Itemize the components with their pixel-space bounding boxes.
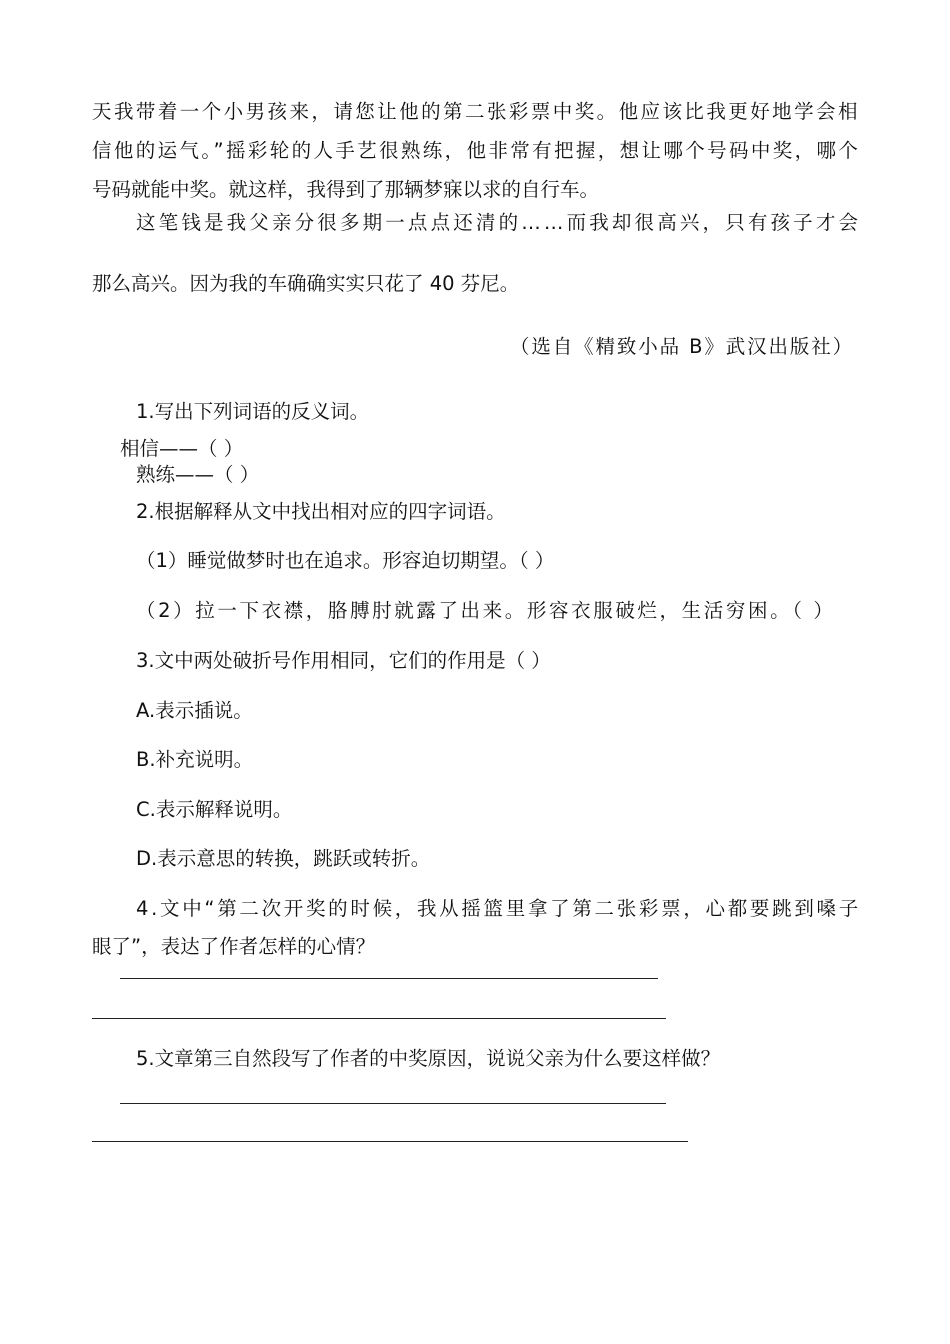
passage-line-5: 那么高兴。因为我的车确确实实只花了 40 芬尼。 — [92, 272, 520, 295]
question-4-answer-line-2[interactable] — [92, 1018, 666, 1019]
question-2-item-1: （1）睡觉做梦时也在追求。形容迫切期望。（ ） — [136, 549, 555, 572]
question-3-prompt: 3.文中两处破折号作用相同，它们的作用是（ ） — [136, 649, 551, 672]
question-5-prompt: 5.文章第三自然段写了作者的中奖原因，说说父亲为什么要这样做？ — [136, 1047, 721, 1070]
question-3-option-a: A.表示插说。 — [136, 699, 253, 722]
passage-line-4: 这笔钱是我父亲分很多期一点点还清的……而我却很高兴，只有孩子才会 — [136, 211, 862, 234]
passage-line-1: 天我带着一个小男孩来，请您让他的第二张彩票中奖。他应该比我更好地学会相 — [92, 100, 860, 123]
passage-line-2: 信他的运气。”摇彩轮的人手艺很熟练，他非常有把握，想让哪个号码中奖，哪个 — [92, 139, 861, 162]
question-4-answer-line-1[interactable] — [120, 978, 658, 979]
question-5-answer-line-2[interactable] — [92, 1141, 688, 1142]
source-citation: （选自《精致小品 B》武汉出版社） — [510, 335, 854, 358]
question-3-option-c: C.表示解释说明。 — [136, 798, 293, 821]
question-2-item-2: （2）拉一下衣襟，胳膊肘就露了出来。形容衣服破烂，生活穷困。（ ） — [136, 599, 836, 622]
question-1-item-2: 熟练——（ ） — [136, 463, 260, 486]
passage-line-3: 号码就能中奖。就这样，我得到了那辆梦寐以求的自行车。 — [92, 178, 600, 201]
question-4-line-1: 4.文中“第二次开奖的时候，我从摇篮里拿了第二张彩票，心都要跳到嗓子 — [136, 897, 861, 920]
question-1-item-1: 相信——（ ） — [120, 437, 244, 460]
question-5-answer-line-1[interactable] — [120, 1103, 666, 1104]
question-3-option-d: D.表示意思的转换，跳跃或转折。 — [136, 847, 431, 870]
question-2-prompt: 2.根据解释从文中找出相对应的四字词语。 — [136, 500, 506, 523]
question-1-prompt: 1.写出下列词语的反义词。 — [136, 400, 370, 423]
question-3-option-b: B.补充说明。 — [136, 748, 254, 771]
question-4-line-2: 眼了”，表达了作者怎样的心情？ — [92, 935, 376, 958]
